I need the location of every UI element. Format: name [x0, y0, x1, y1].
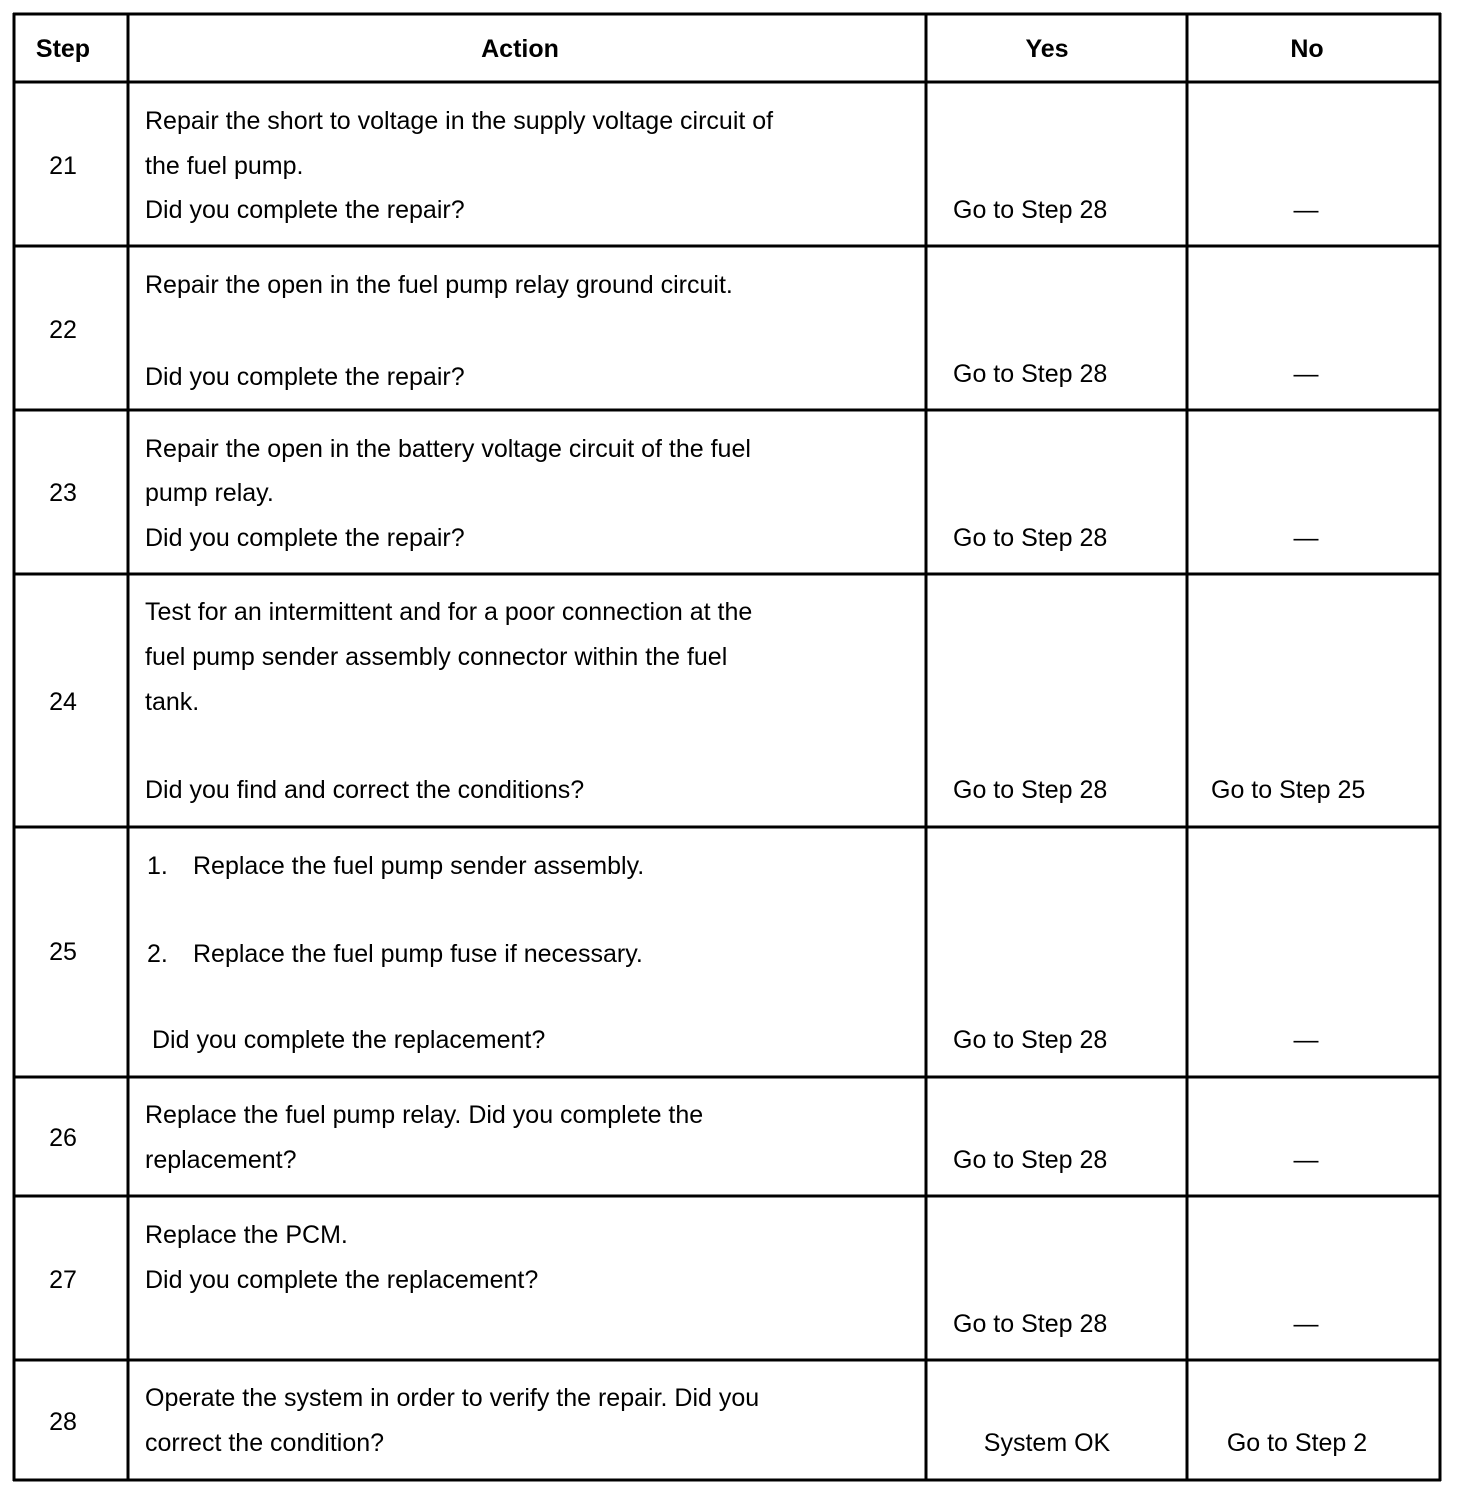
- yes-result: Go to Step 28: [953, 776, 1108, 804]
- no-result: Go to Step 25: [1211, 776, 1366, 804]
- step-number: 28: [49, 1408, 77, 1436]
- action-question: Did you complete the repair?: [145, 524, 465, 552]
- header-no: No: [1290, 35, 1324, 63]
- action-text: Test for an intermittent and for a poor connection at the: [145, 598, 753, 626]
- list-item-number: 2.: [147, 940, 168, 968]
- action-text: Replace the fuel pump relay. Did you complete the: [145, 1101, 704, 1129]
- no-result: —: [1293, 1146, 1319, 1174]
- no-result: —: [1293, 196, 1319, 224]
- no-result: —: [1293, 1310, 1319, 1338]
- step-number: 23: [49, 479, 77, 507]
- step-number: 21: [49, 152, 77, 180]
- yes-result: Go to Step 28: [953, 524, 1108, 552]
- action-question: Did you complete the repair?: [145, 363, 465, 391]
- header-action: Action: [481, 35, 559, 63]
- action-question: Did you complete the replacement?: [152, 1026, 546, 1054]
- step-number: 25: [49, 938, 77, 966]
- action-question: Did you find and correct the conditions?: [145, 776, 585, 804]
- step-number: 26: [49, 1124, 77, 1152]
- header-yes: Yes: [1025, 35, 1069, 63]
- yes-result: Go to Step 28: [953, 360, 1108, 388]
- action-text: Repair the open in the battery voltage circuit of the fuel: [145, 435, 751, 463]
- no-result: —: [1293, 360, 1319, 388]
- header-step: Step: [35, 35, 91, 63]
- step-number: 27: [49, 1266, 77, 1294]
- action-text: pump relay.: [145, 479, 274, 507]
- action-text: Operate the system in order to verify the repair. Did you: [145, 1384, 760, 1412]
- action-text: Repair the short to voltage in the supply voltage circuit of: [145, 107, 774, 135]
- no-result: Go to Step 2: [1226, 1429, 1368, 1457]
- step-number: 22: [49, 316, 77, 344]
- action-question: Did you complete the repair?: [145, 196, 465, 224]
- action-text: Replace the PCM.: [145, 1221, 348, 1249]
- yes-result: Go to Step 28: [953, 196, 1108, 224]
- action-text: fuel pump sender assembly connector within the fuel: [145, 643, 728, 671]
- action-text: replacement?: [145, 1146, 297, 1174]
- yes-result: Go to Step 28: [953, 1310, 1108, 1338]
- action-text: correct the condition?: [145, 1429, 385, 1457]
- action-question: Did you complete the replacement?: [145, 1266, 539, 1294]
- list-item-number: 1.: [147, 852, 168, 880]
- no-result: —: [1293, 524, 1319, 552]
- step-number: 24: [49, 688, 77, 716]
- list-item-text: Replace the fuel pump fuse if necessary.: [193, 940, 643, 968]
- list-item-text: Replace the fuel pump sender assembly.: [193, 852, 645, 880]
- yes-result: Go to Step 28: [953, 1146, 1108, 1174]
- yes-result: System OK: [983, 1429, 1111, 1457]
- no-result: —: [1293, 1026, 1319, 1054]
- action-text: Repair the open in the fuel pump relay ground circuit.: [145, 271, 733, 299]
- yes-result: Go to Step 28: [953, 1026, 1108, 1054]
- action-text: the fuel pump.: [145, 152, 304, 180]
- action-text: tank.: [145, 688, 200, 716]
